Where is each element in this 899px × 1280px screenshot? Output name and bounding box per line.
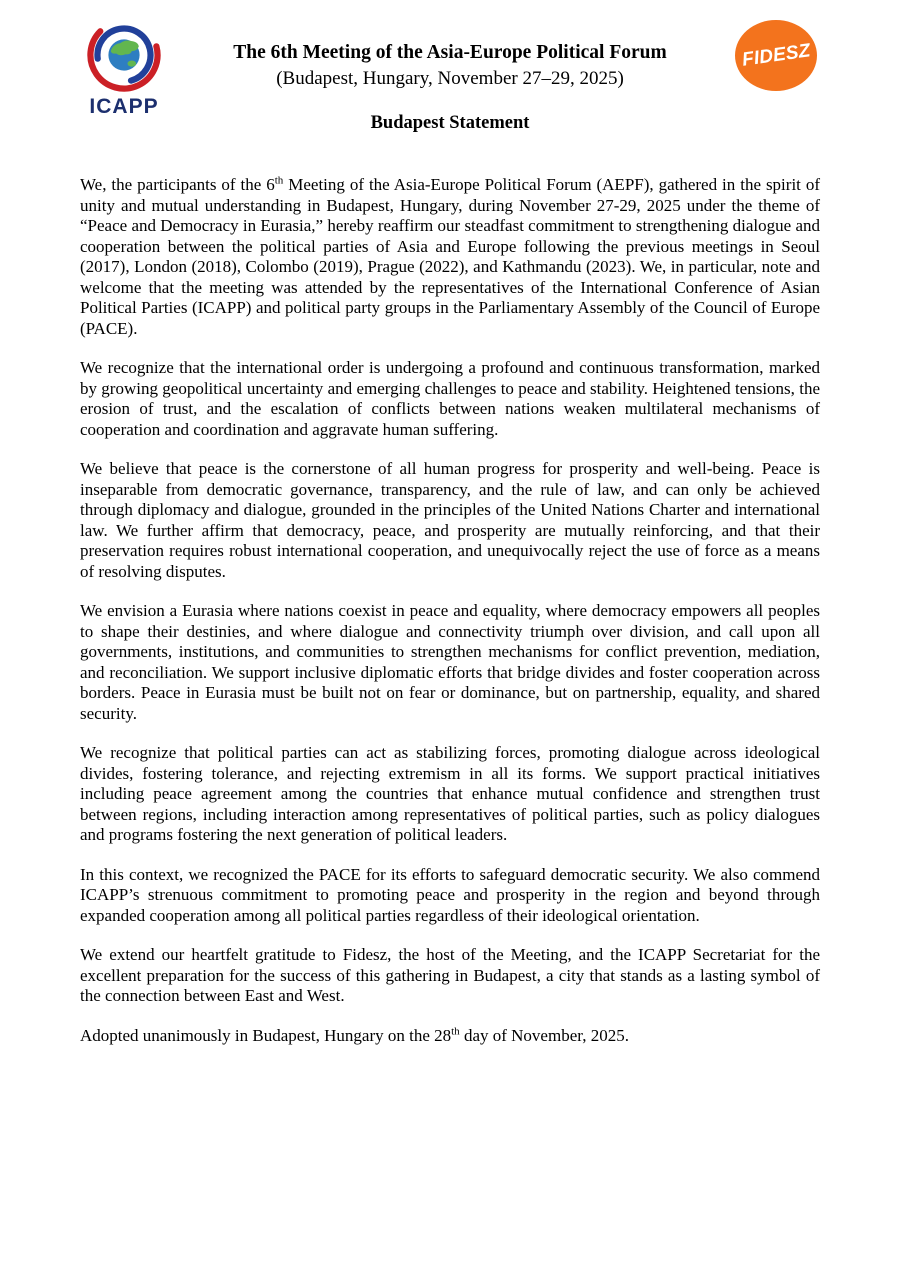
paragraph-pace-icapp: In this context, we recognized the PACE for its efforts to safeguard democratic security. We also commend ICAPP’s strenuous commitment to promoting peace and prosperity in the region and beyond through expanded cooperation among all political parties regardless of their ideological orientation. (80, 864, 820, 925)
paragraph-international-order: We recognize that the international order is undergoing a profound and continuous transformation, marked by growing geopolitical uncertainty and emerging challenges to peace and stability. Heightened tensions, the erosion of trust, and the escalation of conflicts between nations weaken multilateral mechanisms of cooperation and coordination and aggravate human suffering. (80, 358, 820, 439)
icapp-logo (80, 16, 168, 119)
statement-title: Budapest Statement (370, 113, 530, 133)
icapp-globe-icon (85, 16, 163, 94)
text-segment: Adopted unanimously in Budapest, Hungary on the 28 (80, 1025, 452, 1045)
text-segment: We, the participants of the 6 (80, 175, 275, 194)
fidesz-logo (732, 16, 820, 91)
icapp-logo-label: ICAPP (89, 95, 159, 118)
paragraph-adoption (80, 1026, 820, 1047)
paragraph-participants (80, 175, 820, 339)
ordinal-suffix: th (274, 174, 284, 187)
text-segment: Meeting of the Asia-Europe Political Forum (AEPF), gathered in the spirit of unity and mutual understanding in Budapest, Hungary, during November 27-29, 2025 under the theme of “Peace and Democracy in Eurasia,” hereby reaffirm our steadfast commitment to strengthening dialogue and cooperation between the political parties of Asia and Europe following the previous meetings in Seoul (2017), London (2018), Colombo (2019), Prague (2022), and Kathmandu (2023). We, in particular, note and welcome that the meeting was attended by the representatives of the International Conference of Asian Political Parties (ICAPP) and political party groups in the Parliamentary Assembly of the Council of Europe (PACE). (80, 175, 820, 338)
header-titles (168, 16, 732, 134)
statement-body (80, 175, 820, 1046)
paragraph-gratitude: We extend our heartfelt gratitude to Fidesz, the host of the Meeting, and the ICAPP Secretariat for the excellent preparation for the success of this gathering in Budapest, a city that stands as a lasting symbol of the connection between East and West. (80, 945, 820, 1005)
document-header (80, 16, 820, 134)
paragraph-political-parties: We recognize that political parties can act as stabilizing forces, promoting dialogue across ideological divides, fostering tolerance, and rejecting extremism in all its forms. We support practical initiatives including peace agreement among the countries that enhance mutual confidence and strengthen trust between regions, including interaction among representatives of political parties, such as policy dialogues and programs fostering the next generation of political leaders. (80, 743, 820, 844)
fidesz-logo-badge (735, 20, 817, 91)
text-segment: day of November, 2025. (459, 1025, 629, 1045)
paragraph-eurasia-vision: We envision a Eurasia where nations coexist in peace and equality, where democracy empowers all peoples to shape their destinies, and where dialogue and connectivity triumph over division, and call upon all governments, institutions, and communities to strengthen mechanisms for conflict prevention, mediation, and reconciliation. We support inclusive diplomatic efforts that bridge divides and foster cooperation across borders. Peace in Eurasia must be built not on fear or dominance, but on partnership, equality, and shared security. (80, 601, 820, 723)
meeting-location-date: (Budapest, Hungary, November 27–29, 2025) (276, 68, 624, 89)
paragraph-peace-cornerstone: We believe that peace is the cornerstone of all human progress for prosperity and well-being. Peace is inseparable from democratic governance, transparency, and the rule of law, and can only be achieved through diplomacy and dialogue, grounded in the principles of the United Nations Charter and international law. We further affirm that democracy, peace, and prosperity are mutually reinforcing, and that their preservation requires robust international cooperation, and unequivocally reject the use of force as a means of resolving disputes. (80, 459, 820, 581)
ordinal-suffix: th (451, 1024, 460, 1037)
fidesz-logo-label: FIDESZ (740, 39, 812, 71)
globe-land-australia (128, 60, 137, 66)
meeting-title: The 6th Meeting of the Asia-Europe Political Forum (233, 42, 667, 63)
